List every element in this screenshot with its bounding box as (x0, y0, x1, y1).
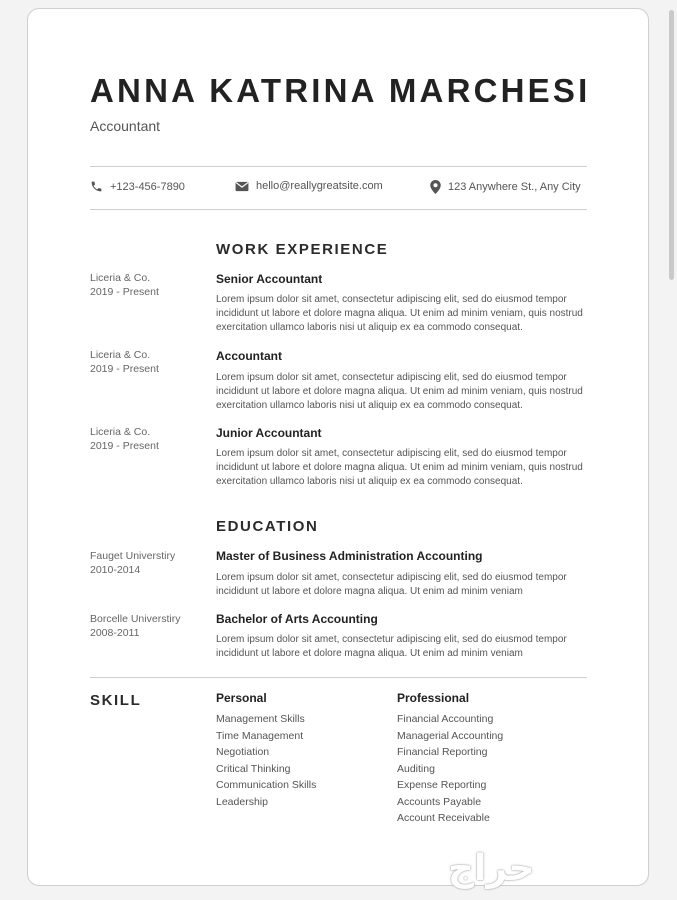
work-entry-meta (90, 271, 159, 299)
scrollbar[interactable] (669, 10, 674, 280)
job-title: Accountant (216, 349, 282, 363)
personal-skills-heading: Personal (216, 691, 267, 705)
list-item: Time Management (216, 729, 304, 742)
work-entry-meta (90, 348, 159, 376)
education-entry-meta (90, 612, 180, 640)
work-dates: 2019 - Present (90, 440, 159, 452)
list-item: Communication Skills (216, 779, 317, 791)
school-name: Fauget Universtiry (90, 550, 176, 562)
email-text: hello@reallygreatsite.com (256, 180, 383, 192)
list-item: Expense Reporting (397, 779, 487, 791)
work-entry-meta (90, 425, 159, 453)
education-entry-meta (90, 549, 175, 577)
list-item: Management Skills (216, 713, 305, 725)
list-item: Account Receivable (397, 812, 490, 824)
education-heading: EDUCATION (216, 518, 319, 535)
job-description: Lorem ipsum dolor sit amet, consectetur adipiscing elit, sed do eiusmod tempor incididunt ut labore et dolore magna aliqua. Ut enim ad minim veniam, quis nostrud exercitation ullamco laboris nisi ut aliquip ex ea commodo consequat. (216, 294, 583, 333)
phone-text: +123-456-7890 (110, 180, 185, 193)
job-description: Lorem ipsum dolor sit amet, consectetur adipiscing elit, sed do eiusmod tempor incididunt ut labore et dolore magna aliqua. Ut enim ad minim veniam, quis nostrud exercitation ullamco laboris nisi ut aliquip ex ea commodo consequat. (216, 448, 583, 487)
phone-icon (90, 180, 103, 193)
school-name: Borcelle Universtiry (90, 613, 181, 625)
mail-icon (235, 181, 249, 192)
education-dates: 2010-2014 (90, 564, 141, 576)
location-icon (430, 180, 441, 194)
education-dates: 2008-2011 (90, 627, 140, 639)
contact-phone (90, 180, 185, 193)
list-item: Negotiation (216, 746, 270, 758)
list-item: Financial Accounting (397, 713, 494, 725)
contact-address (430, 180, 581, 194)
divider (90, 209, 587, 210)
candidate-name: ANNA KATRINA MARCHESI (90, 72, 591, 109)
work-experience-heading: WORK EXPERIENCE (216, 241, 389, 258)
professional-skills (397, 691, 503, 827)
list-item: Financial Reporting (397, 746, 488, 758)
work-dates: 2019 - Present (90, 286, 159, 298)
personal-skills (216, 691, 316, 810)
list-item: Critical Thinking (216, 762, 291, 775)
personal-skills-list (216, 711, 316, 810)
list-item: Accounts Payable (397, 795, 482, 808)
company-name: Liceria & Co. (90, 272, 151, 284)
degree-title: Master of Business Administration Accounting (216, 549, 483, 563)
company-name: Liceria & Co. (90, 349, 151, 361)
degree-description: Lorem ipsum dolor sit amet, consectetur adipiscing elit, sed do eiusmod tempor incididunt ut labore et dolore magna aliqua. Ut enim ad minim veniam (216, 572, 567, 597)
candidate-role: Accountant (90, 118, 161, 134)
professional-skills-heading: Professional (397, 691, 470, 705)
job-title: Senior Accountant (216, 272, 323, 286)
degree-title: Bachelor of Arts Accounting (216, 612, 378, 626)
work-dates: 2019 - Present (90, 363, 159, 375)
divider (90, 166, 587, 167)
degree-description: Lorem ipsum dolor sit amet, consectetur adipiscing elit, sed do eiusmod tempor incididunt ut labore et dolore magna aliqua. Ut enim ad minim veniam (216, 634, 567, 659)
list-item: Auditing (397, 762, 435, 775)
company-name: Liceria & Co. (90, 426, 151, 438)
job-title: Junior Accountant (216, 426, 322, 440)
divider (90, 677, 587, 678)
watermark-logo: حراج (448, 848, 535, 889)
job-description: Lorem ipsum dolor sit amet, consectetur adipiscing elit, sed do eiusmod tempor incididunt ut labore et dolore magna aliqua. Ut enim ad minim veniam, quis nostrud exercitation ullamco laboris nisi ut aliquip ex ea commodo consequat. (216, 372, 583, 411)
list-item: Leadership (216, 795, 268, 808)
list-item: Managerial Accounting (397, 729, 504, 742)
address-text: 123 Anywhere St., Any City (448, 181, 581, 193)
contact-email (235, 180, 383, 192)
professional-skills-list (397, 711, 503, 827)
skill-heading: SKILL (90, 692, 142, 709)
